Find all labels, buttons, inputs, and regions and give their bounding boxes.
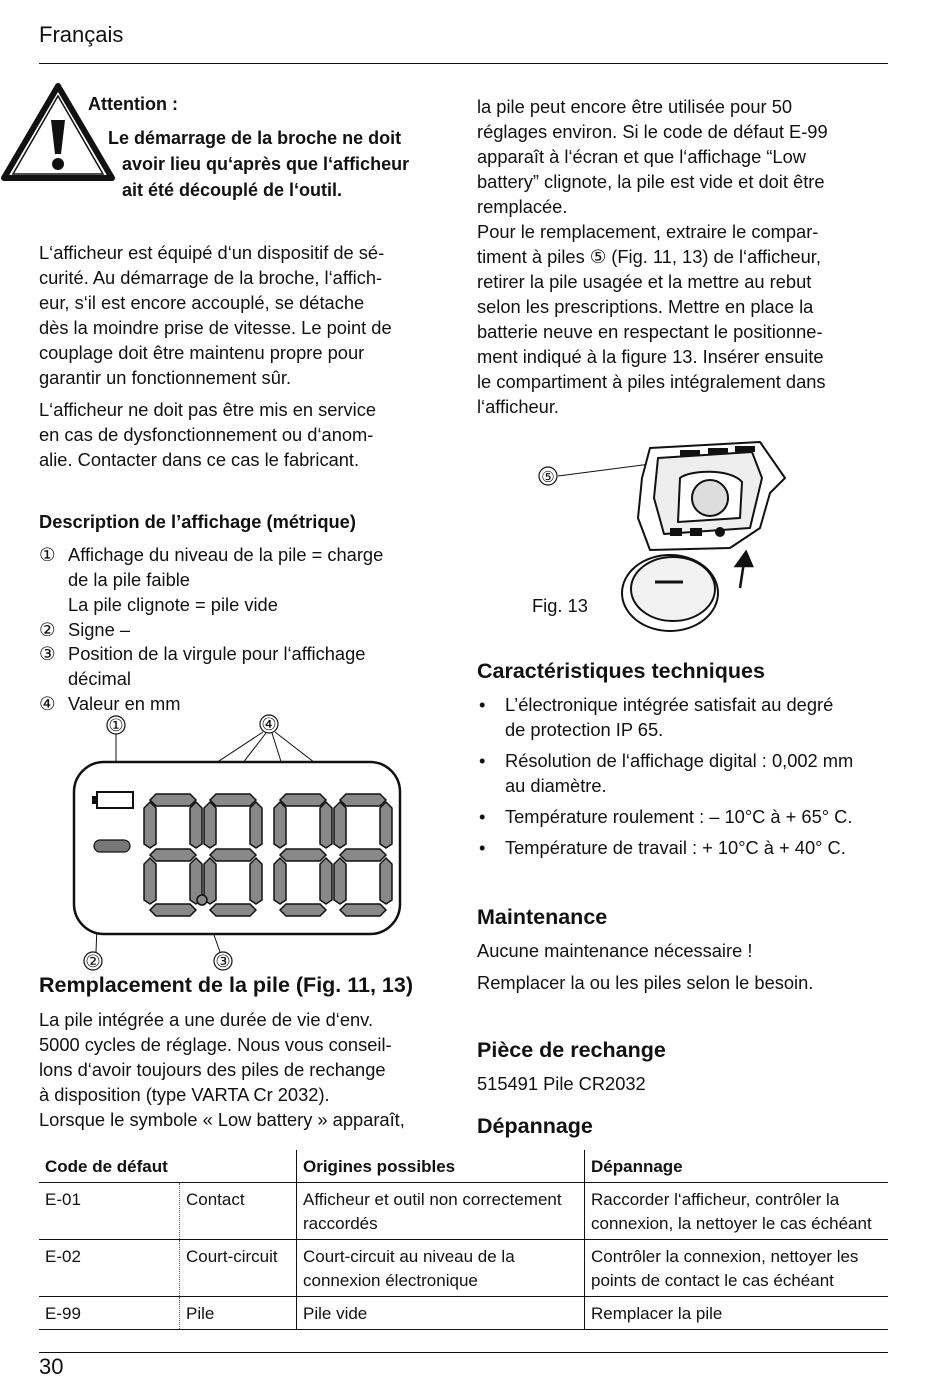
callout-2: ② <box>85 952 101 971</box>
technical-specs-heading: Caractéristiques techniques <box>477 659 765 683</box>
table-row <box>39 1297 888 1330</box>
callout-5: ⑤ <box>541 469 555 486</box>
callout-1: ① <box>108 716 124 735</box>
warning-line: avoir lieu qu‘après que l‘afficheur <box>122 154 410 174</box>
list-item: • Température de travail : + 10°C à + 40° C. <box>477 835 892 860</box>
table-cell: Contact <box>180 1183 297 1240</box>
table-cell: Contrôler la connexion, nettoyer les points de contact le cas échéant <box>585 1240 889 1297</box>
list-item: • L’électronique intégrée satisfait au degré de protection IP 65. <box>477 692 892 742</box>
battery-paragraph-continued: la pile peut encore être utilisée pour 50 réglages environ. Si le code de défaut E-99 apparaît à l‘écran et que l‘affichage “Low battery” clignote, la pile est vide et doit être remplacée. Pour le remplacement, extraire le compar- timent à piles ⑤ (Fig. 11, 13) de l‘afficheur, retirer la pile usagée et la mettre au rebut selon les prescriptions. Mettre en place la batterie neuve en respectant le positionne- ment indiqué à la figure 13. Insérer ensuite le compartiment à piles intégralement dans l‘afficheur. <box>477 96 828 417</box>
table-cell: Afficheur et outil non correctement raccordés <box>297 1183 585 1240</box>
page-number: 30 <box>39 1354 64 1379</box>
header-rule <box>39 63 888 64</box>
warning-line: Le démarrage de la broche ne doit <box>108 128 402 148</box>
table-cell: Court-circuit au niveau de la connexion électronique <box>297 1240 585 1297</box>
table-cell: E-01 <box>39 1183 180 1240</box>
callout-3: ③ <box>215 952 231 971</box>
list-item: • Résolution de l‘affichage digital : 0,002 mm au diamètre. <box>477 748 892 798</box>
malfunction-paragraph: L‘afficheur ne doit pas être mis en service en cas de dysfonctionnement ou d‘anom- alie. Contacter dans ce cas le fabricant. <box>39 399 377 470</box>
footer-rule <box>39 1352 888 1353</box>
battery-paragraph: La pile intégrée a une durée de vie d‘env. 5000 cycles de réglage. Nous vous conseil- lons d‘avoir toujours des piles de rechange à disposition (type VARTA Cr 2032). Lorsque le symbole « Low battery » apparaît, <box>39 1009 405 1130</box>
table-cell: Pile vide <box>297 1297 585 1330</box>
lcd-display-figure <box>60 710 420 975</box>
warning-title: Attention : <box>88 94 178 114</box>
table-cell: E-02 <box>39 1240 180 1297</box>
safety-paragraph: L‘afficheur est équipé d‘un dispositif de sé- curité. Au démarrage de la broche, l‘affich- eur, s‘il est encore accouplé, se détache dès la moindre prise de vitesse. Le point de couplage doit être maintenu propre pour garantir un fonctionnement sûr. <box>39 242 392 388</box>
callout-4: ④ <box>261 715 277 734</box>
table-header-row <box>39 1150 888 1183</box>
figure-caption: Fig. 13 <box>532 595 588 616</box>
table-row <box>39 1240 888 1297</box>
battery-replacement-heading: Remplacement de la pile (Fig. 11, 13) <box>39 973 413 997</box>
list-item: ① Affichage du niveau de la pile = charge de la pile faible La pile clignote = pile vide <box>39 544 384 615</box>
table-row <box>39 1183 888 1240</box>
page-header-language: Français <box>39 22 124 47</box>
list-item: • Température roulement : – 10°C à + 65° C. <box>477 804 892 829</box>
table-cell: Raccorder l‘afficheur, contrôler la connexion, la nettoyer le cas échéant <box>585 1183 889 1240</box>
troubleshooting-heading: Dépannage <box>477 1114 593 1138</box>
table-cell: E-99 <box>39 1297 180 1330</box>
spare-part-heading: Pièce de rechange <box>477 1038 666 1062</box>
maintenance-heading: Maintenance <box>477 905 608 929</box>
table-cell: Pile <box>180 1297 297 1330</box>
table-cell: Court-circuit <box>180 1240 297 1297</box>
table-cell: Remplacer la pile <box>585 1297 889 1330</box>
maintenance-text: Remplacer la ou les piles selon le besoin. <box>477 972 814 993</box>
list-item: ② Signe – <box>39 619 131 640</box>
column-header: Code de défaut <box>39 1150 297 1183</box>
warning-line: ait été découplé de l‘outil. <box>122 180 343 200</box>
list-item: ③ Position de la virgule pour l‘affichage décimal <box>39 643 366 689</box>
column-header: Origines possibles <box>297 1150 585 1183</box>
troubleshooting-table <box>39 1150 888 1330</box>
maintenance-text: Aucune maintenance nécessaire ! <box>477 940 753 961</box>
list-item: ④ Valeur en mm <box>39 693 181 714</box>
technical-specs-list <box>477 692 892 866</box>
display-description-heading: Description de l’affichage (métrique) <box>39 511 356 532</box>
spare-part-text: 515491 Pile CR2032 <box>477 1073 646 1094</box>
column-header: Dépannage <box>585 1150 889 1183</box>
